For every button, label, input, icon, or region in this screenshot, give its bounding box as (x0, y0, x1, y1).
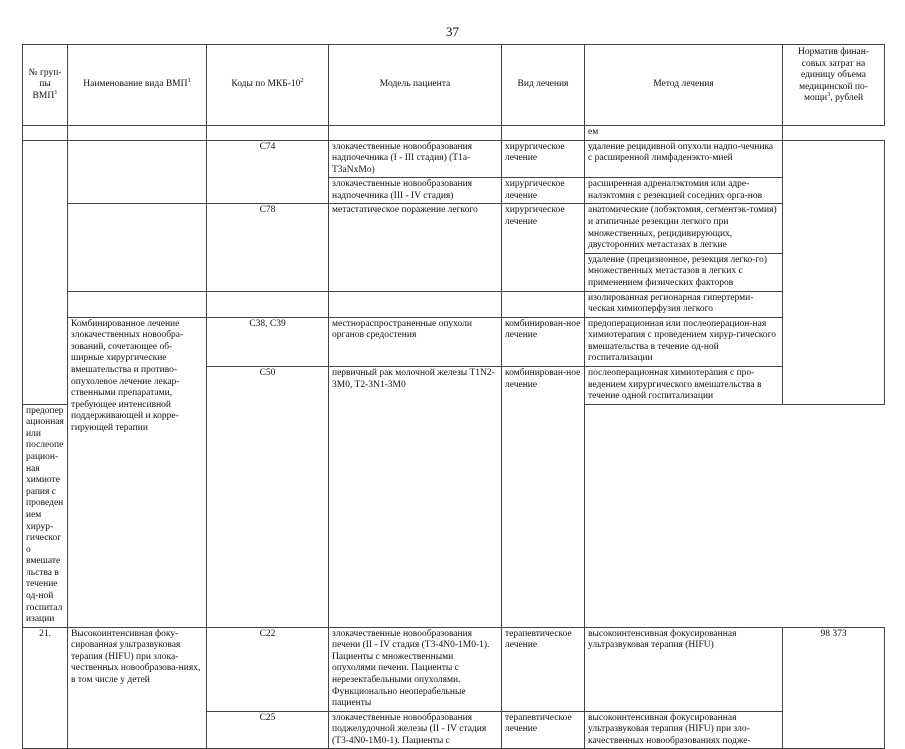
type-cell: комбинирован-ное лечение (502, 317, 585, 366)
vmp-name-cell: Высокоинтенсивная фоку-сированная ультразвуковая терапия (HIFU) при злока-чественных новообразова-ниях, в том числе у детей (68, 627, 207, 749)
method-cell: предоперационная или послеоперацион-ная химиотерапия с проведением хирур-гического вмешательства в течение од-ной госпитализации (585, 317, 783, 366)
header-treatment-type: Вид лечения (502, 45, 585, 126)
cost-cell: 98 373 (783, 627, 885, 749)
type-cell: хирургическое лечение (502, 204, 585, 291)
code-cell: C25 (207, 711, 329, 749)
code-cell: C22 (207, 627, 329, 711)
code-cell: C50 (207, 366, 329, 627)
type-cell: комбинирован-ное лечение (502, 366, 585, 627)
header-mkb-codes: Коды по МКБ-$10^2$ (207, 45, 329, 126)
code-cell: C78 (207, 204, 329, 291)
vmp-name-cell: Комбинированное лечение злокачественных новообра-зований, сочетающее об-ширные хирургические вмешательства и противо-опухолевое лечение лекар-ственными препаратами, требующее интенсивной поддерживающей и корре-гирующей терапии (68, 317, 207, 627)
method-cell: анатомические (лобэктомия, сегментэк-томия) и атипичные резекции легкого при множественных, рецидивирующих, двусторонних метастазах в легкие (585, 204, 783, 253)
method-cell: предоперационная или послеоперацион-ная химиотерапия с проведением хирур-гического вмешательства в течение од-ной госпитализации (23, 404, 68, 627)
header-patient-model: Модель пациента (329, 45, 502, 126)
group-number-cell: 21. (23, 627, 68, 749)
model-cell: злокачественные новообразования надпочечника (III - IV стадия) (329, 178, 502, 204)
method-cell: удаление (прецизионное, резекция легко-го) множественных метастазов в легких с применением физических факторов (585, 253, 783, 291)
table-row (23, 204, 885, 253)
type-cell: хирургическое лечение (502, 140, 585, 178)
vmp-table (22, 44, 885, 749)
type-cell: терапевтическое лечение (502, 627, 585, 711)
header-treatment-method: Метод лечения (585, 45, 783, 126)
method-cell: расширенная адреналэктомия или адре-налэктомия с резекцией соседних орга-нов (585, 178, 783, 204)
type-cell: хирургическое лечение (502, 178, 585, 204)
code-cell: C74 (207, 140, 329, 204)
code-cell: C38, C39 (207, 317, 329, 366)
method-cell: удаление рецидивной опухоли надпо-чечника с расширенной лимфаденэкто-мией (585, 140, 783, 178)
model-cell: первичный рак молочной железы T1N2-3M0, T2-3N1-3M0 (329, 366, 502, 627)
table-header-row (23, 45, 885, 126)
model-cell: злокачественные новообразования надпочечника (I - III стадия) (T1a-T3aNxMo) (329, 140, 502, 178)
header-cost-norm: Норматив финан-совых затрат на единицу объема медицинской по-мощи$^3$, рублей (783, 45, 885, 126)
method-cell: изолированная регионарная гипертерми-ческая химиоперфузия легкого (585, 291, 783, 317)
model-cell: местнораспространенные опухоли органов средостения (329, 317, 502, 366)
table-row (23, 317, 885, 366)
table-row (23, 126, 885, 141)
method-cell: высокоинтенсивная фокусированная ультразвуковая терапия (HIFU) при зло-качественных новообразованиях подже- (585, 711, 783, 749)
model-cell: злокачественные новообразования поджелудочной железы (II - IV стадия (T3-4N0-1M0-1). Пациенты с (329, 711, 502, 749)
model-cell: метастатическое поражение легкого (329, 204, 502, 291)
header-group-no: № груп-пы ВМП$^1$ (23, 45, 68, 126)
method-cell: ем (585, 126, 783, 141)
model-cell: злокачественные новообразования печени (II - IV стадия (T3-4N0-1M0-1). Пациенты с множественными опухолями печени. Пациенты с нерезектабельными опухолями. Функционально неоперабельные пациенты (329, 627, 502, 711)
method-cell: высокоинтенсивная фокусированная ультразвуковая терапия (HIFU) (585, 627, 783, 711)
table-row (23, 291, 885, 317)
type-cell: терапевтическое лечение (502, 711, 585, 749)
header-vmp-name: Наименование вида ВМП$^1$ (68, 45, 207, 126)
method-cell: послеоперационная химиотерапия с про-ведением хирургического вмешательства в течение одной госпитализации (585, 366, 783, 404)
page-number: 37 (446, 24, 459, 39)
table-row (23, 140, 885, 178)
